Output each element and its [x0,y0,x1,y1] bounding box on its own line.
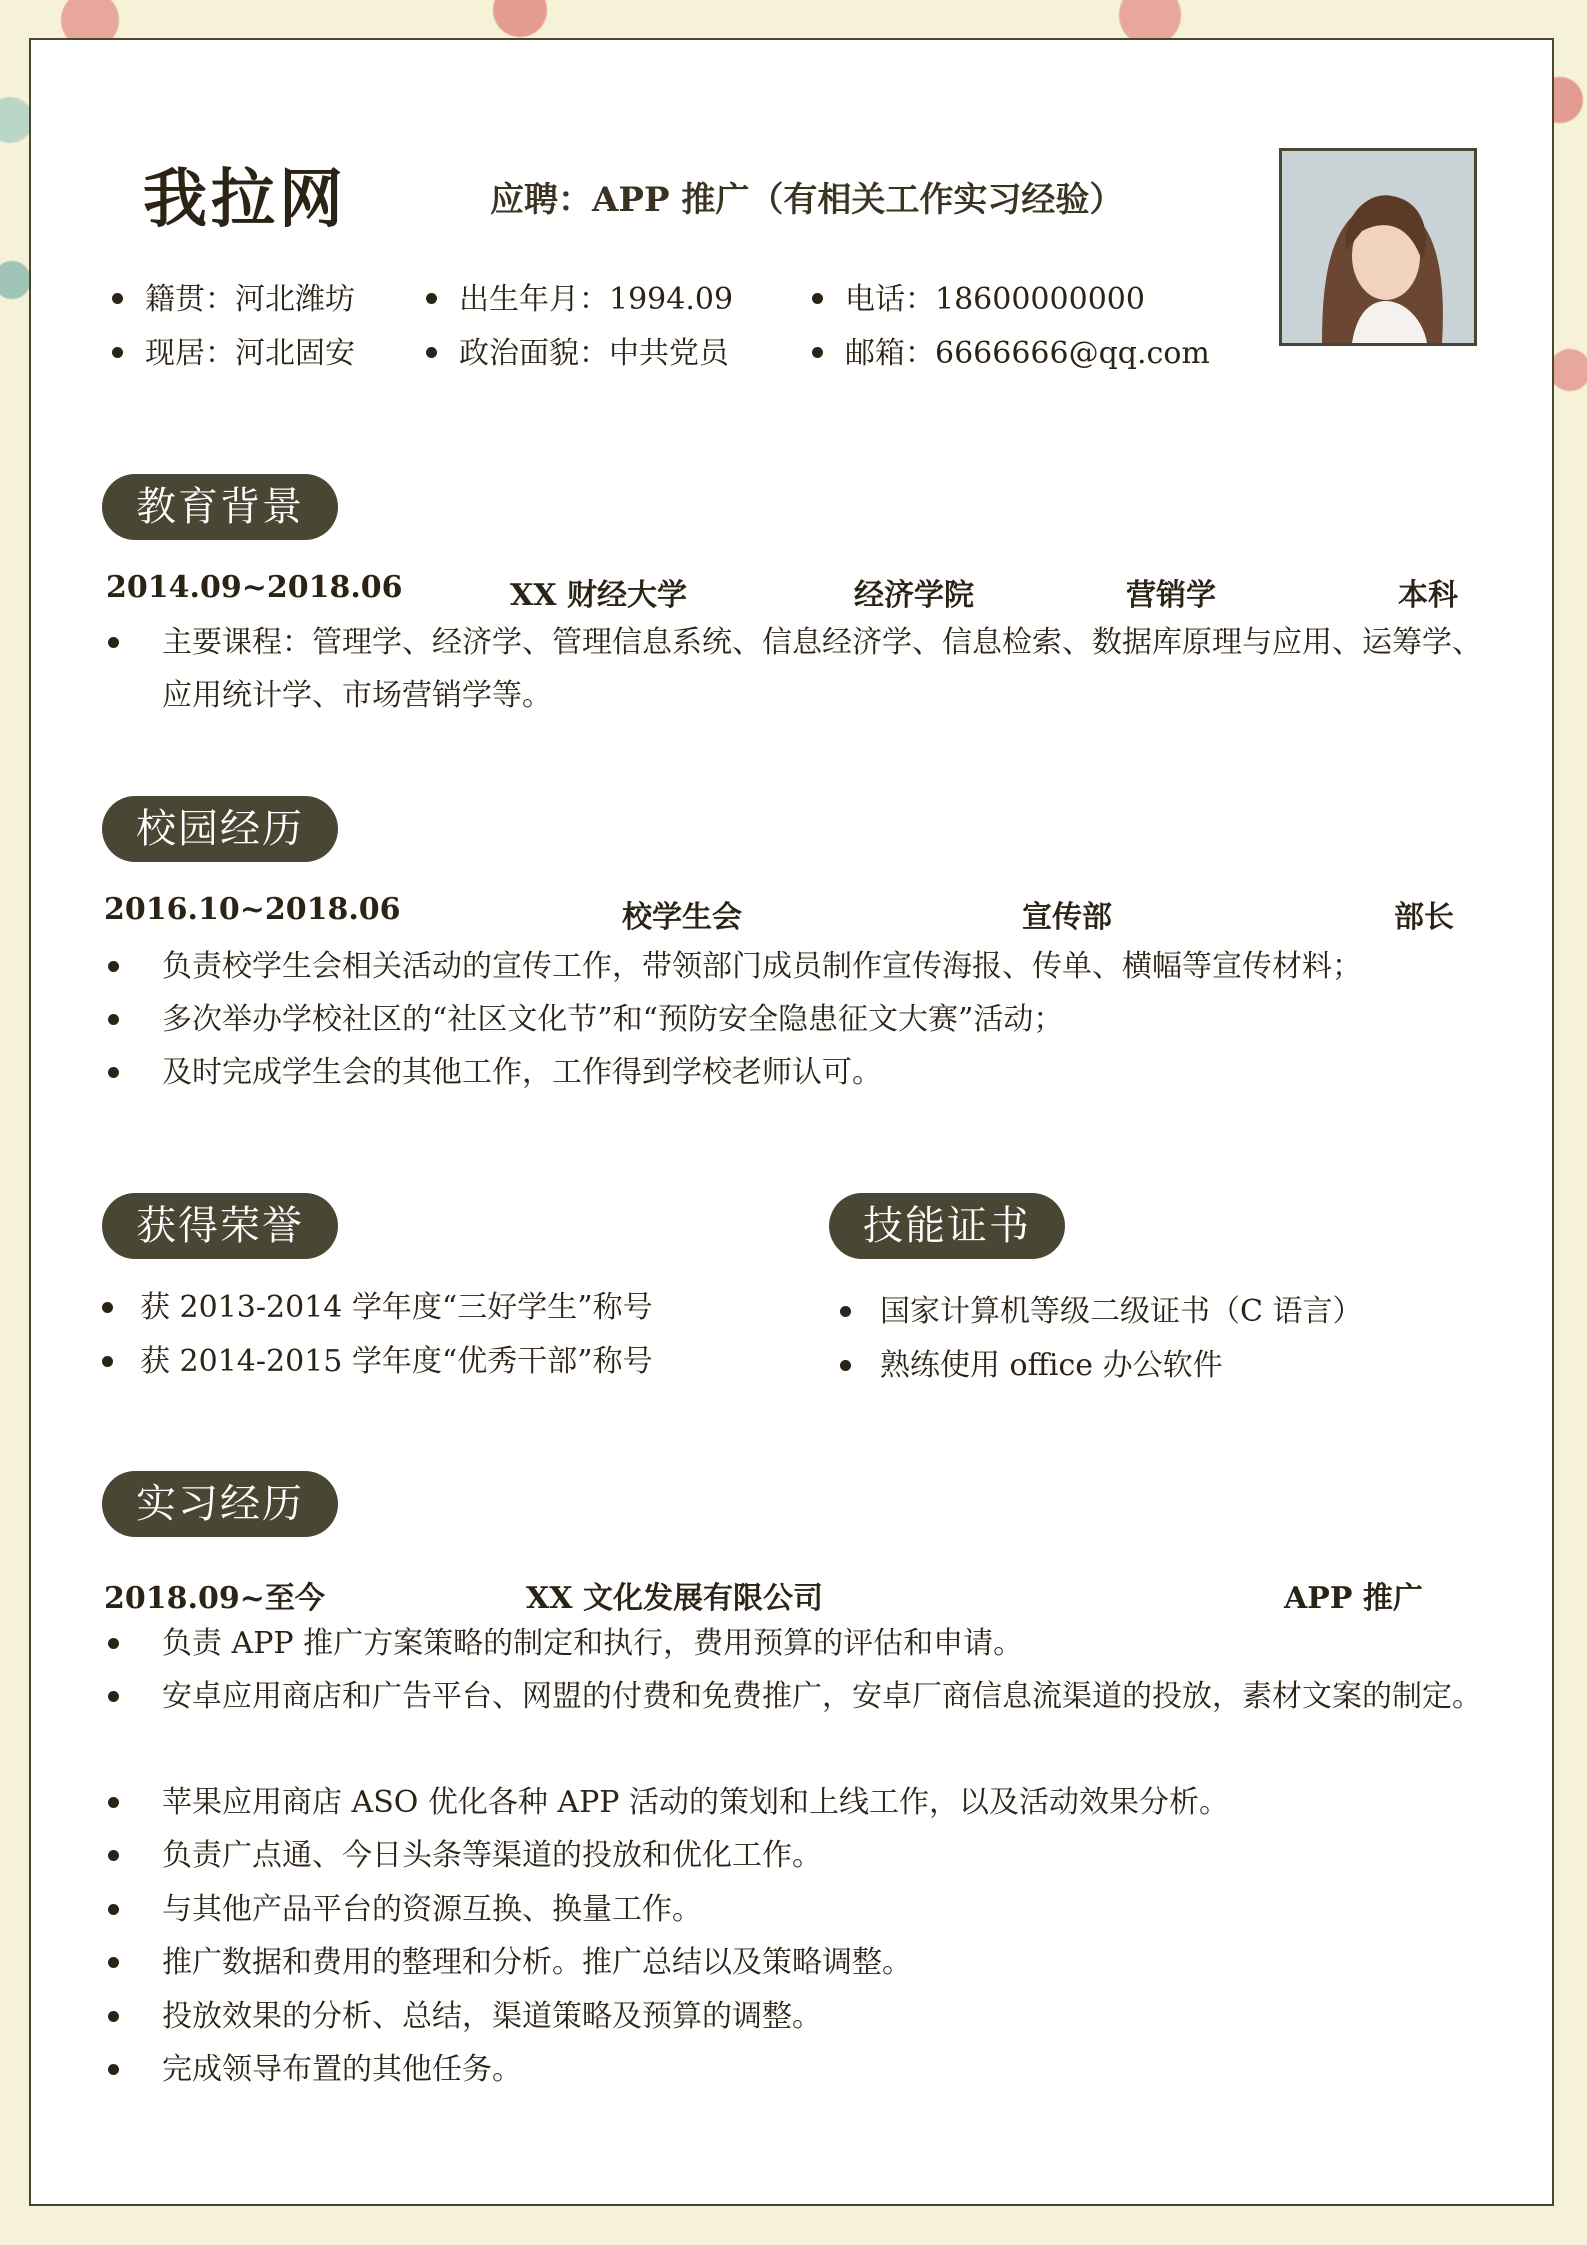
list-item: 主要课程：管理学、经济学、管理信息系统、信息经济学、信息检索、数据库原理与应用、运筹学、应用统计学、市场营销学等。 [108,616,1488,722]
campus-role: 部长 [1394,900,1454,935]
section-skills-title: 技能证书 [829,1193,1065,1259]
section-education-title: 教育背景 [102,474,338,540]
list-item: 负责校学生会相关活动的宣传工作，带领部门成员制作宣传海报、传单、横幅等宣传材料； [108,940,1508,993]
list-item: 投放效果的分析、总结，渠道策略及预算的调整。 [108,1990,1508,2043]
list-item: 多次举办学校社区的“社区文化节”和“预防安全隐患征文大赛”活动； [108,993,1508,1046]
section-honors-title: 获得荣誉 [102,1193,338,1259]
bullet-dot [840,1306,851,1317]
bullet-dot [108,637,119,648]
bullet-dot [840,1360,851,1371]
info-political [426,328,729,372]
list-item: 熟练使用 office 办公软件 [840,1339,1480,1392]
campus-dept: 宣传部 [1022,900,1112,935]
bullet-dot [108,1067,119,1078]
info-email-text: 邮箱：6666666@qq.com [845,336,1210,371]
bullet-dot [108,1850,119,1861]
bullet-dot [108,2064,119,2075]
info-birth [426,274,733,318]
bullet-dot [108,1904,119,1915]
bullet-dot [108,1638,119,1649]
info-hometown [112,274,355,318]
list-item: 苹果应用商店 ASO 优化各种 APP 活动的策划和上线工作，以及活动效果分析。 [108,1776,1508,1829]
list-item: 及时完成学生会的其他工作，工作得到学校老师认可。 [108,1046,1508,1099]
bullet-dot [102,1302,113,1313]
list-item: 负责广点通、今日头条等渠道的投放和优化工作。 [108,1829,1508,1882]
section-campus-title: 校园经历 [102,796,338,862]
list-item: 安卓应用商店和广告平台、网盟的付费和免费推广，安卓厂商信息流渠道的投放，素材文案的制定。 [108,1670,1508,1723]
info-phone-text: 电话：18600000000 [845,282,1145,317]
bullet-dot [112,347,123,358]
campus-org: 校学生会 [622,900,742,935]
bullet-dot [112,293,123,304]
bullet-dot [108,961,119,972]
bullet-dot [426,293,437,304]
bullet-dot [426,347,437,358]
list-item: 国家计算机等级二级证书（C 语言） [840,1285,1480,1338]
bullet-dot [812,293,823,304]
internship-company: XX 文化发展有限公司 [526,1581,823,1616]
bullet-dot [108,1957,119,1968]
list-item: 获 2014-2015 学年度“优秀干部”称号 [102,1335,742,1388]
info-birth-text: 出生年月：1994.09 [459,282,734,317]
list-item: 与其他产品平台的资源互换、换量工作。 [108,1883,1508,1936]
internship-role: APP 推广 [1284,1581,1423,1616]
info-email [812,328,1210,372]
profile-photo [1279,148,1477,346]
list-item: 推广数据和费用的整理和分析。推广总结以及策略调整。 [108,1936,1508,1989]
list-item: 负责 APP 推广方案策略的制定和执行，费用预算的评估和申请。 [108,1617,1508,1670]
bullet-dot [108,1014,119,1025]
bullet-dot [102,1356,113,1367]
campus-period: 2016.10~2018.06 [104,892,401,927]
education-major: 营销学 [1126,578,1216,613]
info-residence [112,328,355,372]
portrait-image [1282,151,1474,343]
info-phone [812,274,1145,318]
candidate-name: 我拉网 [143,162,347,237]
education-degree: 本科 [1398,578,1458,613]
applied-position: 应聘：APP 推广（有相关工作实习经验） [490,180,1124,220]
bullet-dot [108,1691,119,1702]
education-school: XX 财经大学 [510,578,687,613]
info-political-text: 政治面貌：中共党员 [459,336,729,371]
bullet-dot [812,347,823,358]
internship-period: 2018.09~至今 [104,1581,325,1616]
bullet-dot [108,2011,119,2022]
list-item: 完成领导布置的其他任务。 [108,2043,1508,2096]
info-hometown-text: 籍贯：河北潍坊 [145,282,355,317]
section-internship-title: 实习经历 [102,1471,338,1537]
bullet-dot [108,1797,119,1808]
info-residence-text: 现居：河北固安 [145,336,355,371]
education-period: 2014.09~2018.06 [106,570,403,605]
education-college: 经济学院 [854,578,974,613]
list-item: 获 2013-2014 学年度“三好学生”称号 [102,1281,742,1334]
